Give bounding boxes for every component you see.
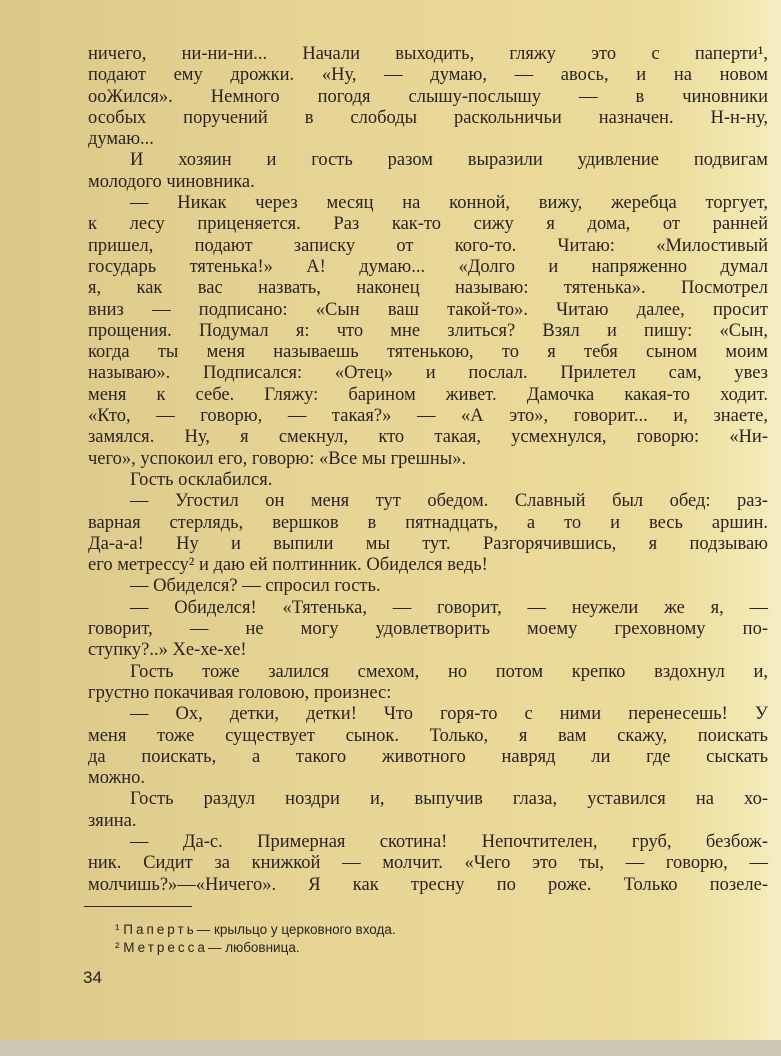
text-line: думаю... [88,129,154,150]
text-line: да поискать, а такого животного навряд ли где сыскать [88,746,768,767]
footnote-term: Паперть [123,922,197,937]
text-line: его метрессу² и даю ей полтинник. Обиделся ведь! [88,555,488,576]
text-line: пришел, подают записку от кого-то. Читаю: «Милостивый [88,235,768,256]
text-line: — Обиделся? — спросил гость. [130,576,381,597]
footnote-mark: ² [115,940,120,955]
text-line: — Обиделся! «Тятенька, — говорит, — неужели же я, — [130,597,768,618]
text-line: Гость раздул ноздри и, выпучив глаза, уставился на хо- [130,789,768,810]
text-line: вниз — подписано: «Сын ваш такой-то». Читаю далее, просит [88,299,768,320]
footnote-definition: — любовница. [207,940,300,955]
text-line: — Угостил он меня тут обедом. Славный был обед: раз- [130,491,768,512]
footnotes [115,921,396,957]
footnote-term: Метресса [123,940,208,955]
text-line: варная стерлядь, вершков в пятнадцать, а то и весь аршин. [88,512,768,533]
text-line: — Никак через месяц на конной, вижу, жеребца торгует, [130,193,768,214]
text-line: меня тоже существует сынок. Только, я вам скажу, поискать [88,725,768,746]
text-line: прощения. Подумал я: что мне злиться? Взял и пишу: «Сын, [88,320,768,341]
footnote-definition: — крыльцо у церковного входа. [196,922,396,937]
text-line: ничего, ни-ни-ни... Начали выходить, гляжу это с паперти¹, [88,44,768,64]
text-line: ступку?..» Хе-хе-хе! [88,640,247,661]
text-line: ооЖился». Немного погодя слышу-послышу — в чиновники [88,86,768,107]
text-line: «Кто, — говорю, — такая?» — «А это», говорит... и, знаете, [88,406,768,427]
footnote-mark: ¹ [115,922,120,937]
text-line: когда ты меня называешь тятенькою, то я тебя сыном моим [88,342,768,363]
text-line: говорит, — не могу удовлетворить моему греховному по- [88,619,768,640]
scan-border [0,1040,781,1056]
text-line: особых поручений в слободы раскольничьи назначен. Н-н-ну, [88,107,768,128]
text-line: зяина. [88,810,137,831]
text-line: подают ему дрожки. «Ну, — думаю, — авось, и на новом [88,65,768,86]
footnote-divider [84,906,192,907]
text-line: — Да-с. Примерная скотина! Непочтителен, груб, безбож- [130,831,768,852]
footnote-2 [115,939,396,957]
text-line: я, как вас назвать, наконец называю: тятенька». Посмотрел [88,278,768,299]
body-text [88,44,768,896]
text-line: — Ох, детки, детки! Что горя-то с ними перенесешь! У [130,704,768,725]
text-line: государь тятенька!» А! думаю... «Долго и напряженно думал [88,256,768,277]
text-line: меня к себе. Гляжу: барином живет. Дамочка какая-то ходит. [88,384,768,405]
text-line: к лесу приценяется. Раз как-то сижу я дома, от ранней [88,214,768,235]
page-number: 34 [83,968,102,987]
text-line: называю». Подписался: «Отец» и послал. Прилетел сам, увез [88,363,768,384]
text-line: ник. Сидит за книжкой — молчит. «Чего это ты, — говорю, — [88,853,768,874]
text-line: И хозяин и гость разом выразили удивление подвигам [130,150,768,171]
footnote-1 [115,921,396,939]
text-line: замялся. Ну, я смекнул, кто такая, усмехнулся, говорю: «Ни- [88,427,768,448]
text-line: чего», успокоил его, говорю: «Все мы грешны». [88,448,467,469]
text-line: молчишь?»—«Ничего». Я как тресну по роже. Только позеле- [88,874,768,895]
text-line: Гость тоже залился смехом, но потом крепко вздохнул и, [130,661,768,682]
text-line: Гость осклабился. [130,469,273,490]
text-line: можно. [88,768,146,789]
text-line: грустно покачивая головою, произнес: [88,682,392,703]
text-line: молодого чиновника. [88,171,255,192]
text-line: Да-а-а! Ну и выпили мы тут. Разгорячившись, я подзываю [88,533,768,554]
